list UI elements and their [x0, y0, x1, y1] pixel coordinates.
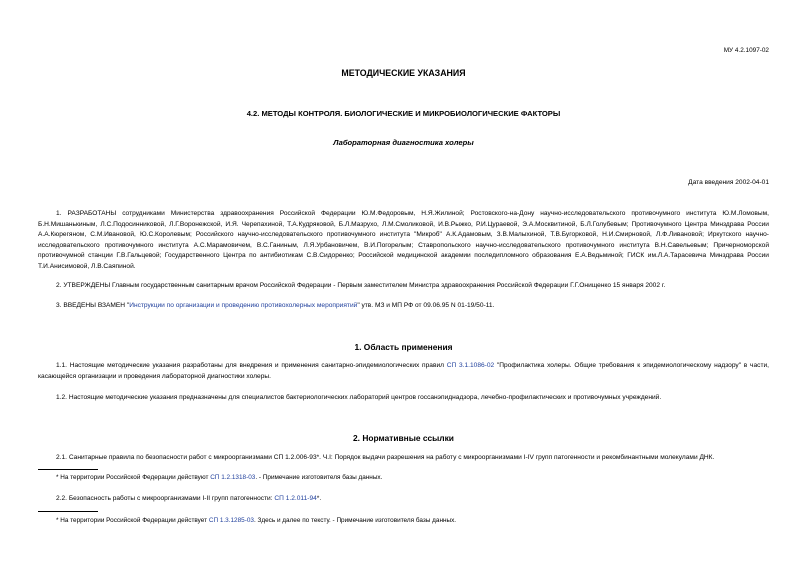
footnote-text: * На территории Российской Федерации действует [56, 517, 209, 524]
paragraph-text: 1.2. Настоящие методические указания предназначены для специалистов бактериологических лабораторий центров госсанэпиднадзора, лечебно-профилактических и противочумных учреждений. [56, 394, 662, 401]
introduction-date: Дата введения 2002-04-01 [688, 179, 769, 186]
document-subtitle: 4.2. МЕТОДЫ КОНТРОЛЯ. БИОЛОГИЧЕСКИЕ И МИКРОБИОЛОГИЧЕСКИЕ ФАКТОРЫ [246, 109, 561, 118]
paragraph-text: 2.2. Безопасность работы с микроорганизмами I-II групп патогенности: [56, 495, 275, 502]
footnote-text: * На территории Российской Федерации действуют [56, 474, 211, 481]
sp-1-2-1318-03-link[interactable]: СП 1.2.1318-03 [210, 474, 256, 481]
sp-1-2-011-94-link[interactable]: СП 1.2.011-94 [274, 495, 317, 502]
document-code: МУ 4.2.1097-02 [723, 47, 769, 54]
document-title: МЕТОДИЧЕСКИЕ УКАЗАНИЯ [341, 68, 466, 78]
paragraph-text: 3. ВВЕДЕНЫ ВЗАМЕН " [56, 302, 130, 309]
footnote-2 [38, 516, 769, 527]
paragraph-text: *. [316, 495, 322, 502]
sp-3-1-1086-02-link[interactable]: СП 3.1.1086-02 [446, 362, 495, 369]
footnote-text: . Здесь и далее по тексту. - Примечание изготовителя базы данных. [253, 517, 457, 524]
paragraph-text: " утв. МЗ и МП РФ от 09.06.95 N 01-19/50-11. [357, 302, 495, 309]
paragraph-text: "Профилактика холеры. Общие требования к эпидемиологическому надзору" в части, касающейся организации и проведения лабораторной диагностики холеры. [38, 362, 769, 380]
instruction-link[interactable]: Инструкции по организации и проведению противохолерных мероприятий [129, 302, 358, 309]
footnote-rule [38, 469, 98, 470]
paragraph-text: 2.1. Санитарные правила по безопасности работ с микроорганизмами СП 1.2.006-93*. Ч.I: Порядок выдачи разрешения на работу с микроорганизмами I-IV групп патогенности и рекомбинантными молекулами ДНК. [56, 454, 715, 461]
paragraph-2-1 [38, 453, 769, 464]
document-name: Лабораторная диагностика холеры [333, 138, 474, 147]
footnote-text: . - Примечание изготовителя базы данных. [255, 474, 383, 481]
paragraph-replaces [38, 301, 769, 312]
paragraph-developed-by [38, 209, 769, 273]
footnote-rule [38, 511, 98, 512]
section-heading-references: 2. Нормативные ссылки [353, 433, 454, 443]
paragraph-approved [38, 281, 769, 292]
paragraph-2-2 [38, 494, 769, 505]
paragraph-text: 1.1. Настоящие методические указания разработаны для внедрения и применения санитарно-эпидемиологических правил [56, 362, 447, 369]
section-heading-scope: 1. Область применения [354, 342, 453, 352]
sp-1-3-1285-03-link[interactable]: СП 1.3.1285-03 [208, 517, 254, 524]
paragraph-text: 2. УТВЕРЖДЕНЫ Главным государственным санитарным врачом Российской Федерации - Первым заместителем Министра здравоохранения Российской Федерации Г.Г.Онищенко 15 января 2002 г. [56, 282, 666, 289]
footnote-1 [38, 473, 769, 484]
paragraph-1-2 [38, 393, 769, 404]
paragraph-1-1 [38, 361, 769, 382]
paragraph-text: 1. РАЗРАБОТАНЫ сотрудниками Министерства здравоохранения Российской Федерации Ю.М.Федоровым, Н.Я.Жилиной; Ростовского-на-Дону научно-исследовательского противочумного института Ю.М.Ломовым, Б.Н.Мишанькиным, Л.С.Подосинниковой, Л.Г.Воронежской, И.Я. Черепахиной, Т.А.Кудряковой, Б.Л.Мазрухо, Л.М.Смоликовой, И.В.Рыжко, Р.И.Цураевой, Э.А.Москвитиной, Б.Л.Голубевым; Противочумного Центра Минздрава России А.А.Кюрегяном, С.М.Ивановой, Ю.С.Королевым; Российского научно-исследовательского противочумного института "Микроб" А.К.Адамовым, З.В.Малыхиной, Т.В.Бугорковой, Н.И.Смирновой, Л.Ф.Ливановой; Иркутского научно-исследовательского противочумного института А.С.Марамовичем, В.С.Ганиным, Л.Я.Урбановичем, В.И.Погорелым; Ставропольского научно-исследовательского противочумного института В.Н.Савельевым; Причерноморской противочумной станции Г.В.Гальцевой; Государственного Центра по антибиотикам С.В.Сидоренко; Российской медицинской академии последипломного образования Е.А.Ведьминой; ГИСК им.Л.А.Тарасевича Минздрава России Т.И.Анисимовой, Л.В.Саяпиной. [38, 210, 769, 270]
